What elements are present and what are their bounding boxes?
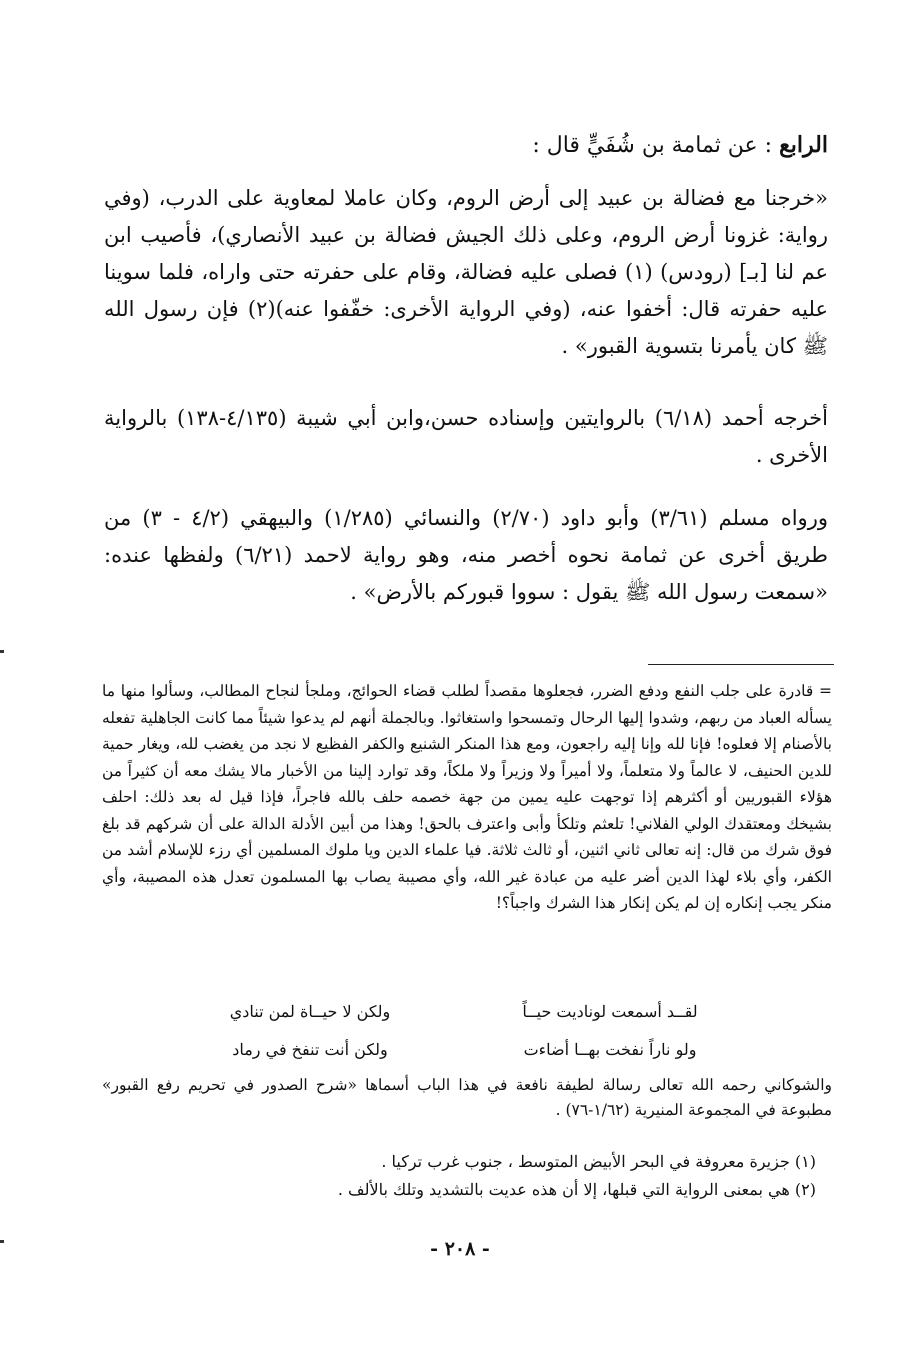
page-number: - ٢٠٨ - [430,1238,490,1260]
hadith-paragraph [104,180,828,365]
poetry-verse [180,1000,740,1024]
verse-first-hemistich: ولو ناراً نفخت بهــا أضاءت [523,1040,697,1059]
verse-first-hemistich: لقــد أسمعت لوناديت حيــاً [522,1002,698,1021]
paragraph-text: أخرجه أحمد (٦/١٨) بالروايتين وإسناده حسن،وابن أبي شيبة (٤/١٣٥-١٣٨) بالرواية الأخرى . [104,406,828,467]
paragraph-text: ورواه مسلم (٣/٦١) وأبو داود (٢/٧٠) والنسائي (١/٢٨٥) والبيهقي (٤/٢ - ٣) من طريق أخرى عن ثمامة نحوه أخصر منه، وهو رواية لاحمد (٦/٢١) ولفظها عنده: «سمعت رسول الله ﷺ يقول : سووا قبوركم بالأرض» . [104,506,828,604]
footnotes [240,1148,816,1204]
footnote-1: (١) جزيرة معروفة في البحر الأبيض المتوسط ، جنوب غرب تركيا . [381,1152,816,1171]
scan-edge-mark [0,650,4,653]
note-text: = قادرة على جلب النفع ودفع الضرر، فجعلوها مقصداً لطلب قضاء الحوائج، وملجأ لنجاح المطالب، وسألوا منها ما يسأله العباد من ربهم، وشدوا إليها الرحال وتمسحوا واستغاثوا. وبالجملة أنهم لم يدعوا شيئاً مما كانت الجاهلية تفعله بالأصنام إلا فعلوه! فإنا لله وإنا إليه راجعون، ومع هذا المنكر الشنيع والكفر الفظيع لا نجد من يغضب لله، ويغار حمية للدين الحنيف، لا عالماً ولا متعلماً، ولا أميراً ولا وزيراً ولا ملكاً، وقد توارد إلينا من الأخبار مالا يشك معه أن كثيراً من هؤلاء القبوريين أو أكثرهم إذا توجهت عليه يمين من جهة خصمه حلف بالله فاجراً، فإذا قيل له بعد ذلك: احلف بشيخك ومعتقدك الولي الفلاني! تلعثم وتلكأ وأبى واعترف بالحق! وهذا من أبين الأدلة الدالة على أن شركهم قد بلغ فوق شرك من قال: إنه تعالى ثاني اثنين، أو ثالث ثلاثة. فيا علماء الدين ويا ملوك المسلمين أي رزء للإسلام أشد من الكفر، وأي بلاء لهذا الدين أضر عليه من عبادة غير الله، وأي مصيبة يصاب بها المسلمون تعدل هذه المصيبة، وأي منكر يجب إنكاره إن لم يكن إنكار هذا الشرك واجباً؟! [102,682,832,912]
scan-edge-mark [0,1240,4,1243]
poetry-verse [180,1038,740,1062]
section-heading [104,128,828,163]
narration-paragraph [104,500,828,611]
verse-second-hemistich: ولكن لا حيــاة لمن تنادي [229,1002,391,1021]
continued-note [102,678,832,917]
verse-second-hemistich: ولكن أنت تنفخ في رماد [232,1040,388,1059]
closing-note [102,1073,832,1123]
heading-text: : عن ثمامة بن شُفَيٍّ قال : [532,133,773,158]
note-text: والشوكاني رحمه الله تعالى رسالة لطيفة نافعة في هذا الباب أسماها «شرح الصدور في تحريم رفع القبور» مطبوعة في المجموعة المنيرية (١/٦٢-٧٦) . [102,1076,832,1119]
heading-label: الرابع [779,132,828,158]
footnote-separator [648,664,834,665]
takhrij-paragraph [104,400,828,474]
paragraph-text: «خرجنا مع فضالة بن عبيد إلى أرض الروم، وكان عاملا لمعاوية على الدرب، (وفي رواية: غزونا أرض الروم، وعلى ذلك الجيش فضالة بن عبيد الأنصاري)، فأصيب ابن عم لنا [بـ] (رودس) (١) فصلى عليه فضالة، وقام على حفرته حتى واراه، فلما سوينا عليه حفرته قال: أخفوا عنه، (وفي الرواية الأخرى: خفّفوا عنه)(٢) فإن رسول الله ﷺ كان يأمرنا بتسوية القبور» . [104,186,828,358]
footnote-2: (٢) هي بمعنى الرواية التي قبلها، إلا أن هذه عديت بالتشديد وتلك بالألف . [337,1180,816,1199]
